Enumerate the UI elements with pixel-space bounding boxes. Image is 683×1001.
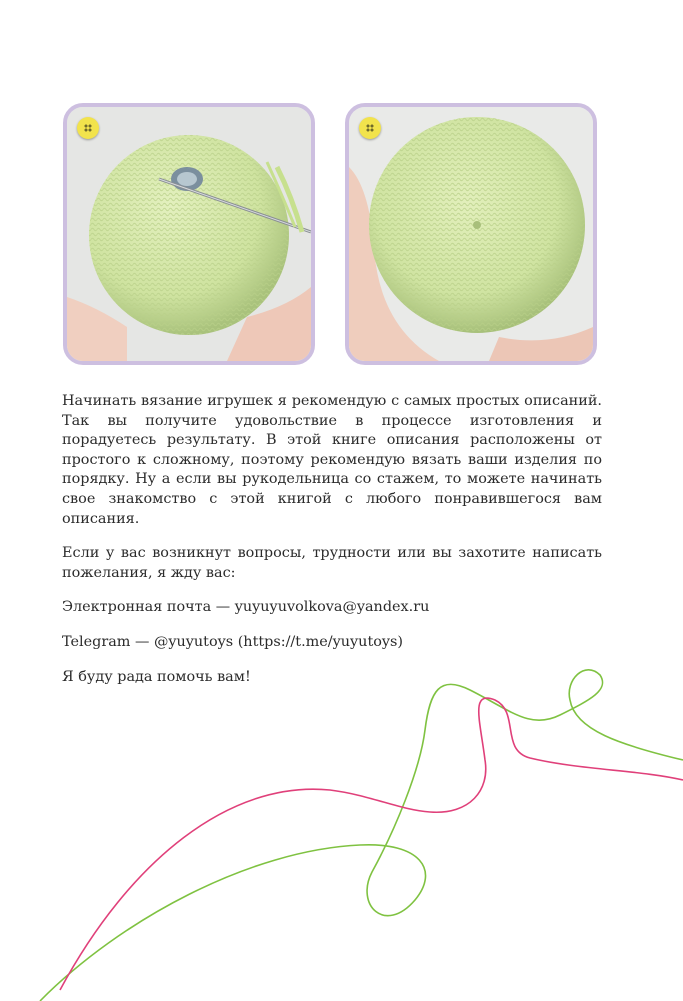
button-icon [77,117,99,139]
closing-line: Я буду рада помочь вам! [62,668,251,685]
green-thread [40,670,683,1001]
photo-finished-ball-image [349,107,593,361]
paragraph-questions: Если у вас возникнут вопросы, трудности или вы захотите написать пожелания, я жду вас: [62,545,602,581]
telegram-line: Telegram — @yuyutoys (https://t.me/yuyutoys) [62,633,404,650]
email-line: Электронная почта — yuyuyuvolkova@yandex.ru [62,599,430,616]
photo-ball-with-needle-image [67,107,311,361]
paragraph-intro: Начинать вязание игрушек я рекомендую с самых простых описаний. Так вы получите удовольствие в процессе изготовления и порадуетесь результату. В этой книге описания расположены от простого к сложному, поэтому рекомендую вязать ваши изделия по порядку. Ну а если вы рукодельница со стажем, то можете начинать свое знакомство с этой книгой с любого понравившегося вам описания. [62,393,602,527]
body-text [62,392,602,702]
photo-ball-with-needle [63,103,315,365]
decorative-threads [0,660,683,1001]
photo-finished-ball [345,103,597,365]
button-icon [359,117,381,139]
